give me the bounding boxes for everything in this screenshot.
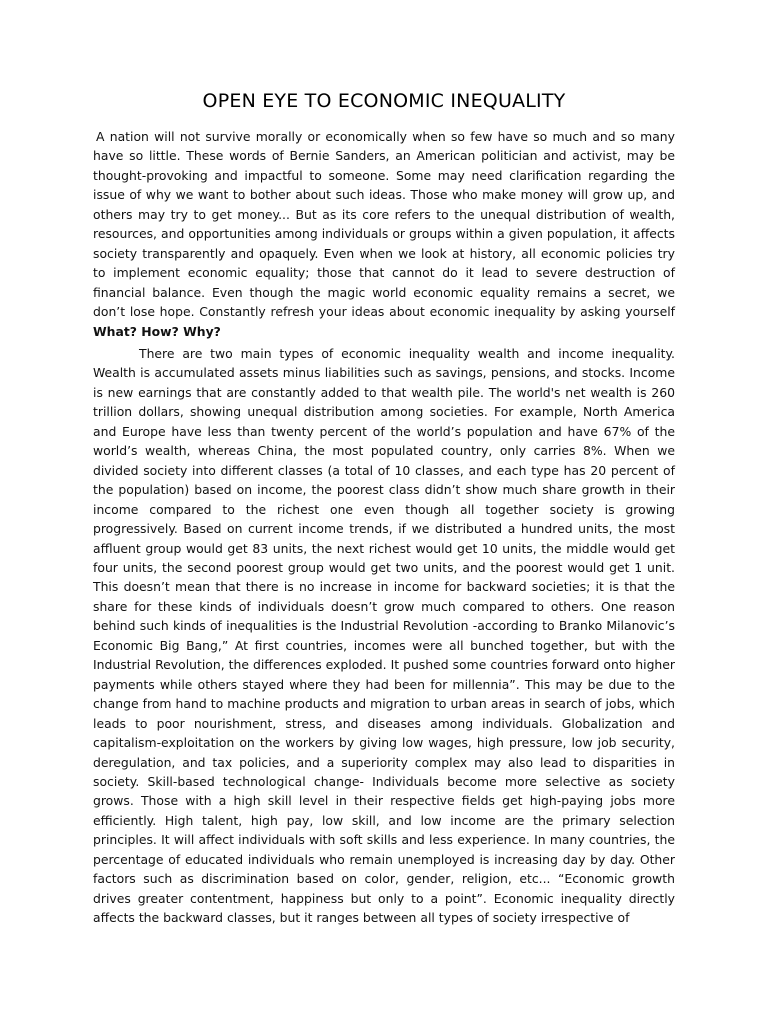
paragraph-intro-text: A nation will not survive morally or economically when so few have so much and so many have so little. These words of Bernie Sanders, an American politician and activist, may be thought-provoking and impactful to someone. Some may need clarification regarding the issue of why we want to bother about such ideas. Those who make money will grow up, and others may try to get money... But as its core refers to the unequal distribution of wealth, resources, and opportunities among individuals or groups within a given population, it affects society transparently and opaquely. Even when we look at history, all economic policies try to implement economic equality; those that cannot do it lead to severe destruction of financial balance. Even though the magic world economic equality remains a secret, we don’t lose hope. Constantly refresh your ideas about economic inequality by asking yourself — [93, 129, 675, 320]
document-title: OPEN EYE TO ECONOMIC INEQUALITY — [202, 90, 566, 112]
paragraph-intro-questions: What? How? Why? — [93, 323, 221, 339]
paragraph-intro — [93, 127, 675, 341]
document-body — [93, 127, 675, 928]
paragraph-main: There are two main types of economic inequality wealth and income inequality. Wealth is accumulated assets minus liabilities such as savings, pensions, and stocks. Income is new earnings that are constantly added to that wealth pile. The world's net wealth is 260 trillion dollars, showing unequal distribution among societies. For example, North America and Europe have less than twenty percent of the world’s population and have 67% of the world’s wealth, whereas China, the most populated country, only carries 8%. When we divided society into different classes (a total of 10 classes, and each type has 20 percent of the population) based on income, the poorest class didn’t show much share growth in their income compared to the richest one even though all together society is growing progressively. Based on current income trends, if we distributed a hundred units, the most affluent group would get 83 units, the next richest would get 10 units, the middle would get four units, the second poorest group would get two units, and the poorest would get 1 unit. This doesn’t mean that there is no increase in income for backward societies; it is that the share for these kinds of individuals doesn’t grow much compared to others. One reason behind such kinds of inequalities is the Industrial Revolution -according to Branko Milanovic’s Economic Big Bang,” At first countries, incomes were all bunched together, but with the Industrial Revolution, the differences exploded. It pushed some countries forward onto higher payments while others stayed where they had been for millennia”. This may be due to the change from hand to machine products and migration to urban areas in search of jobs, which leads to poor nourishment, stress, and diseases among individuals. Globalization and capitalism-exploitation on the workers by giving low wages, high pressure, low job security, deregulation, and tax policies, and a superiority complex may also lead to disparities in society. Skill-based technological change- Individuals become more selective as society grows. Those with a high skill level in their respective fields get high-paying jobs more efficiently. High talent, high pay, low skill, and low income are the primary selection principles. It will affect individuals with soft skills and less experience. In many countries, the percentage of educated individuals who remain unemployed is increasing day by day. Other factors such as discrimination based on color, gender, religion, etc... “Economic growth drives greater contentment, happiness but only to a point”. Economic inequality directly affects the backward classes, but it ranges between all types of society irrespective of — [93, 345, 675, 926]
